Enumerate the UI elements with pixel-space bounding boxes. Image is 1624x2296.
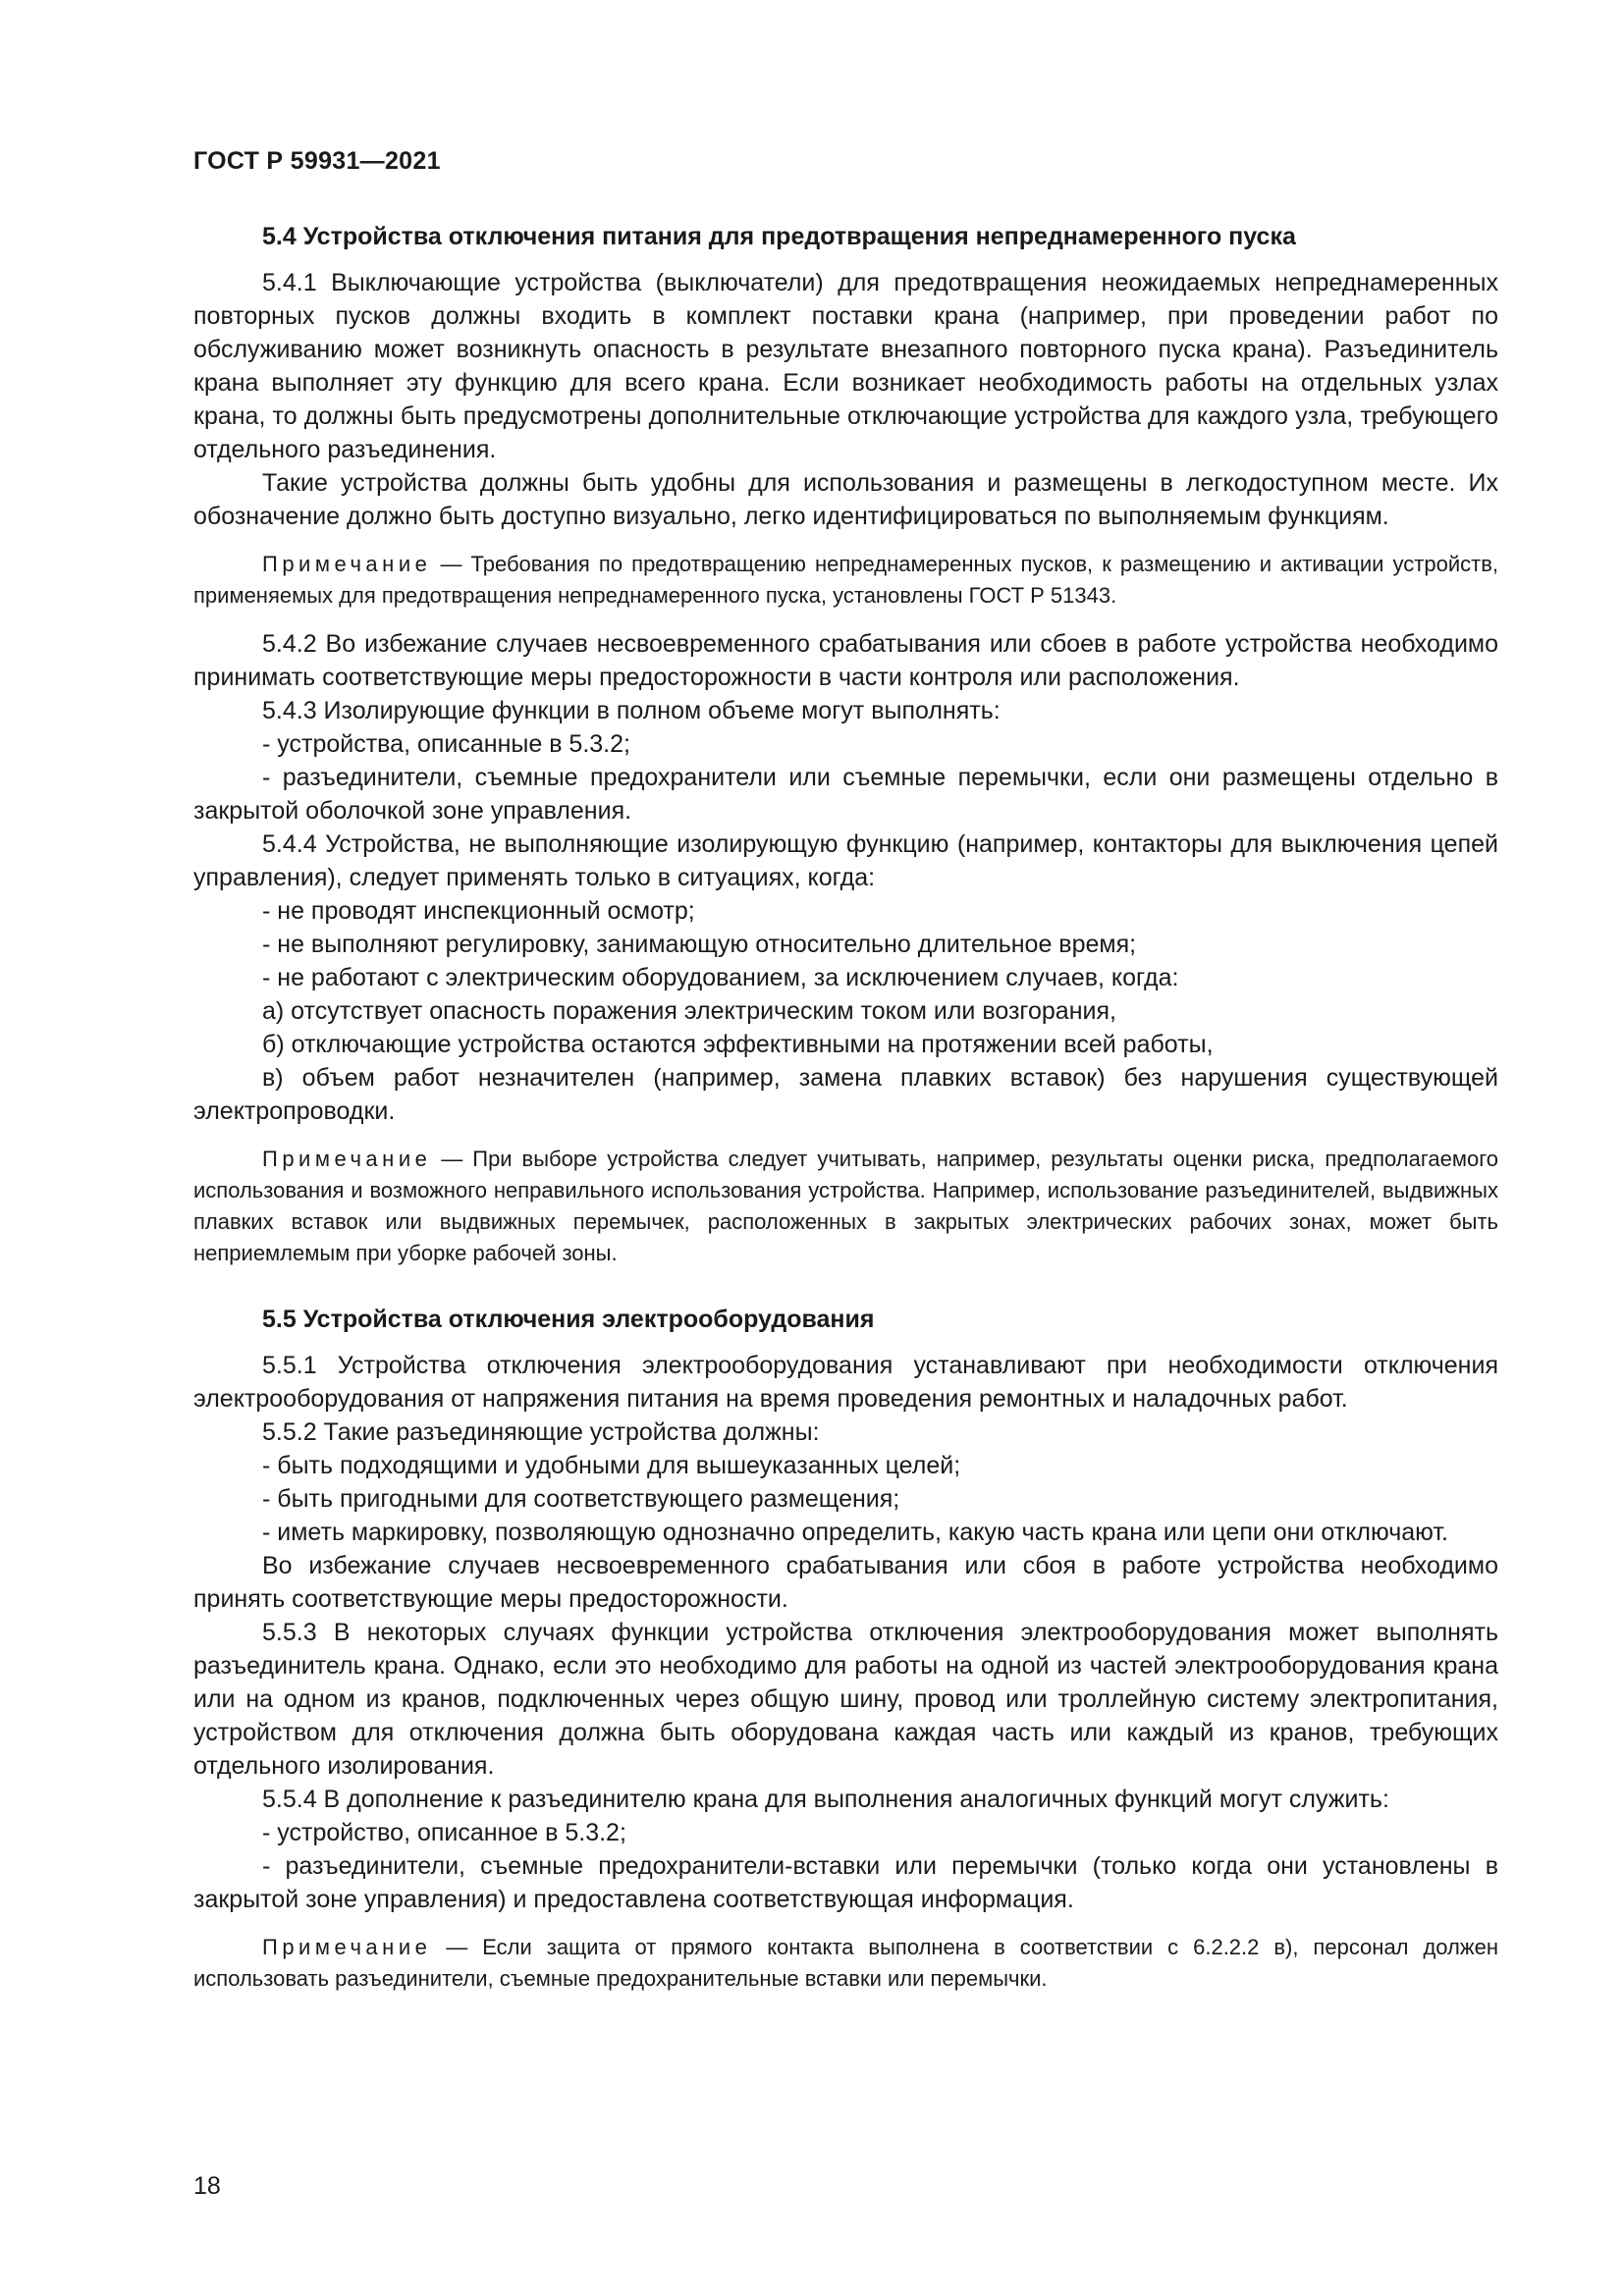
note: [193, 549, 1498, 612]
list-item: - разъединители, съемные предохранители-вставки или перемычки (только когда они установлены в закрытой зоне управления) и предоставлена соответствующая информация.: [193, 1852, 1498, 1913]
list-item: - устройства, описанные в 5.3.2;: [262, 730, 630, 758]
list-item: - быть пригодными для соответствующего размещения;: [262, 1485, 900, 1513]
paragraph: 5.4.4 Устройства, не выполняющие изолирующую функцию (например, контакторы для выключения цепей управления), следует применять только в ситуациях, когда:: [193, 830, 1498, 891]
paragraph: 5.4.1 Выключающие устройства (выключатели) для предотвращения неожидаемых непреднамеренных повторных пусков должны входить в комплект поставки крана (например, при проведении работ по обслуживанию может возникнуть опасность в результате внезапного повторного пуска крана). Разъединитель крана выполняет эту функцию для всего крана. Если возникает необходимость работы на отдельных узлах крана, то должны быть предусмотрены дополнительные отключающие устройства для каждого узла, требующего отдельного разъединения.: [193, 269, 1498, 463]
paragraph: 5.5.3 В некоторых случаях функции устройства отключения электрооборудования может выполнять разъединитель крана. Однако, если это необходимо для работы на одной из частей электрооборудования крана или на одном из кранов, подключенных через общую шину, провод или троллейную систему электропитания, устройством для отключения должна быть оборудована каждая часть или каждый из кранов, требующих отдельного изолирования.: [193, 1619, 1498, 1780]
note-text: — Требования по предотвращению непреднамеренных пусков, к размещению и активации устройств, применяемых для предотвращения непреднамеренного пуска, установлены ГОСТ Р 51343.: [193, 552, 1498, 608]
list-item: - не проводят инспекционный осмотр;: [262, 897, 695, 925]
list-item: б) отключающие устройства остаются эффективными на протяжении всей работы,: [262, 1031, 1214, 1058]
paragraph: 5.5.2 Такие разъединяющие устройства должны:: [262, 1418, 820, 1446]
list-item: - не работают с электрическим оборудованием, за исключением случаев, когда:: [262, 964, 1179, 991]
document-body: [193, 220, 1498, 2010]
paragraph: Во избежание случаев несвоевременного срабатывания или сбоя в работе устройства необходимо принять соответствующие меры предосторожности.: [193, 1552, 1498, 1613]
section-title-5-4: 5.4 Устройства отключения питания для предотвращения непреднамеренного пуска: [262, 223, 1296, 250]
list-item: - разъединители, съемные предохранители или съемные перемычки, если они размещены отдельно в закрытой оболочкой зоне управления.: [193, 764, 1498, 825]
paragraph: 5.4.2 Во избежание случаев несвоевременного срабатывания или сбоев в работе устройства необходимо принимать соответствующие меры предосторожности в части контроля или расположения.: [193, 630, 1498, 691]
note: [193, 1932, 1498, 1995]
paragraph: Такие устройства должны быть удобны для использования и размещены в легкодоступном месте. Их обозначение должно быть доступно визуально, легко идентифицироваться по выполняемым функциям.: [193, 469, 1498, 530]
note-label: Примечание: [262, 552, 432, 576]
list-item: а) отсутствует опасность поражения электрическим током или возгорания,: [262, 997, 1116, 1025]
list-item: - устройство, описанное в 5.3.2;: [262, 1819, 626, 1846]
note-label: Примечание: [262, 1935, 432, 1959]
paragraph: 5.5.4 В дополнение к разъединителю крана для выполнения аналогичных функций могут служить:: [262, 1786, 1389, 1813]
note-text: — Если защита от прямого контакта выполнена в соответствии с 6.2.2.2 в), персонал должен использовать разъединители, съемные предохранительные вставки или перемычки.: [193, 1935, 1498, 1991]
list-item: в) объем работ незначителен (например, замена плавких вставок) без нарушения существующей электропроводки.: [193, 1064, 1498, 1125]
paragraph: 5.4.3 Изолирующие функции в полном объеме могут выполнять:: [262, 697, 1001, 724]
list-item: - быть подходящими и удобными для вышеуказанных целей;: [262, 1452, 961, 1479]
page-number: 18: [193, 2172, 221, 2200]
list-item: - иметь маркировку, позволяющую однозначно определить, какую часть крана или цепи они отключают.: [262, 1519, 1448, 1546]
list-item: - не выполняют регулировку, занимающую относительно длительное время;: [262, 931, 1137, 958]
note-label: Примечание: [262, 1147, 432, 1171]
document-header-id: ГОСТ Р 59931—2021: [193, 147, 441, 175]
note-text: — При выборе устройства следует учитывать, например, результаты оценки риска, предполагаемого использования и возможного неправильного использования устройства. Например, использование разъединителей, выдвижных плавких вставок или выдвижных перемычек, расположенных в закрытых электрических рабочих зонах, может быть неприемлемым при уборке рабочей зоны.: [193, 1147, 1498, 1265]
paragraph: 5.5.1 Устройства отключения электрооборудования устанавливают при необходимости отключения электрооборудования от напряжения питания на время проведения ремонтных и наладочных работ.: [193, 1352, 1498, 1413]
section-title-5-5: 5.5 Устройства отключения электрооборудования: [262, 1306, 875, 1333]
note: [193, 1144, 1498, 1269]
